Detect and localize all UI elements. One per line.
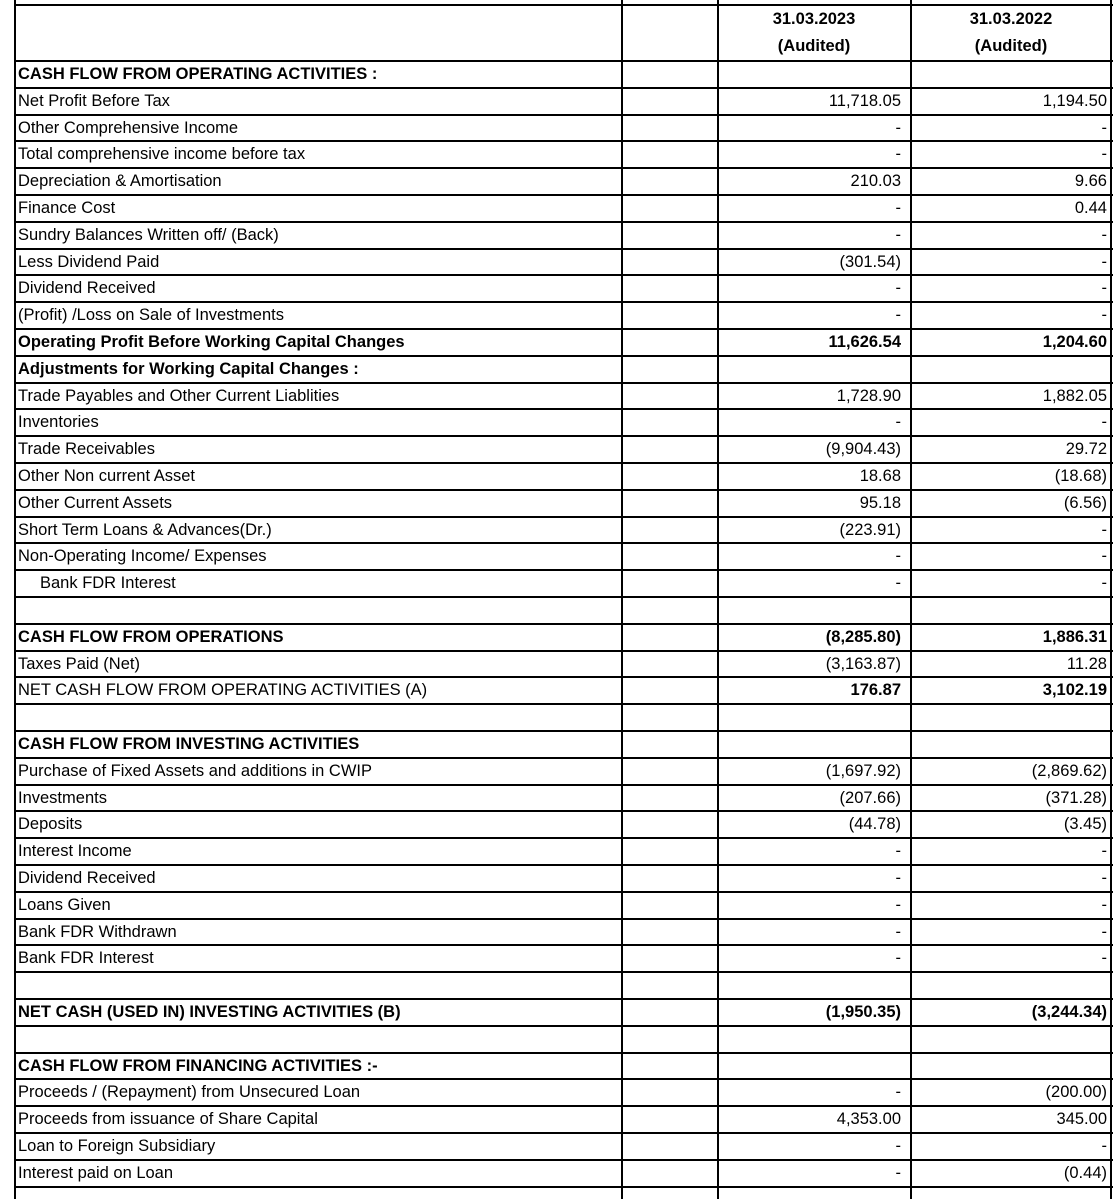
row-divider — [14, 542, 1113, 544]
value-2022: - — [1101, 225, 1107, 244]
row-label: Net Profit Before Tax — [18, 91, 170, 110]
row-label: NET CASH (USED IN) INVESTING ACTIVITIES (B) — [18, 1003, 401, 1021]
value-2023: (223.91) — [839, 520, 901, 539]
value-2022: - — [1101, 574, 1107, 593]
value-2022: (3.45) — [1063, 815, 1107, 834]
row-divider — [14, 1186, 1113, 1188]
table-row — [14, 302, 1113, 329]
row-divider — [14, 408, 1113, 410]
value-2022: 1,194.50 — [1042, 91, 1107, 110]
table-row — [14, 490, 1113, 517]
value-2023: 176.87 — [850, 681, 901, 700]
value-2022: - — [1101, 118, 1107, 137]
row-label: Purchase of Fixed Assets and additions in CWIP — [18, 761, 373, 780]
value-2023: (301.54) — [839, 252, 901, 271]
value-2022: (0.44) — [1063, 1163, 1107, 1182]
row-label: Dividend Received — [18, 279, 156, 298]
row-divider — [14, 623, 1113, 625]
row-divider — [14, 810, 1113, 812]
value-2022: - — [1101, 306, 1107, 325]
column-header-fy2022 — [911, 6, 1111, 60]
row-divider — [14, 87, 1113, 89]
value-2022: (2,869.62) — [1031, 761, 1107, 780]
row-divider — [14, 1132, 1113, 1134]
value-2023: (44.78) — [848, 815, 901, 834]
row-divider — [14, 1159, 1113, 1161]
value-2023: 1,728.90 — [836, 386, 901, 405]
table-row — [14, 731, 1113, 758]
row-label: NET CASH FLOW FROM OPERATING ACTIVITIES (A) — [18, 681, 428, 700]
row-label: Depreciation & Amortisation — [18, 172, 222, 191]
table-row — [14, 758, 1113, 785]
header-date-2022: 31.03.2022 — [969, 10, 1053, 28]
table-row — [14, 1079, 1113, 1106]
value-2023: 4,353.00 — [836, 1110, 901, 1129]
value-2022: - — [1101, 949, 1107, 968]
value-2023: - — [895, 1137, 901, 1155]
value-2022: - — [1101, 520, 1107, 539]
value-2022: 11.28 — [1066, 654, 1107, 673]
value-2022: - — [1101, 922, 1107, 941]
value-2022: (200.00) — [1045, 1083, 1107, 1102]
table-row — [14, 972, 1113, 999]
table-row — [14, 356, 1113, 383]
header-status-2022: (Audited) — [974, 37, 1048, 55]
row-divider — [14, 489, 1113, 491]
table-row — [14, 892, 1113, 919]
table-row — [14, 597, 1113, 624]
table-row — [14, 383, 1113, 410]
row-divider — [14, 114, 1113, 116]
row-divider — [14, 837, 1113, 839]
row-label: Less Dividend Paid — [18, 252, 160, 271]
value-2022: 1,886.31 — [1042, 627, 1107, 646]
row-label: Bank FDR Interest — [18, 949, 154, 968]
column-divider — [910, 0, 912, 1199]
table-row — [14, 704, 1113, 731]
row-label: CASH FLOW FROM FINANCING ACTIVITIES :- — [18, 1056, 378, 1075]
row-label: Bank FDR Interest — [40, 574, 176, 593]
row-divider — [14, 1078, 1113, 1080]
value-2023: - — [895, 869, 901, 887]
table-row — [14, 651, 1113, 678]
value-2022: - — [1101, 1137, 1107, 1155]
value-2022: - — [1101, 547, 1107, 566]
value-2022: 1,882.05 — [1042, 386, 1107, 405]
value-2023: - — [895, 842, 901, 861]
row-label: Trade Receivables — [18, 440, 155, 459]
table-row — [14, 919, 1113, 946]
row-label: Proceeds from issuance of Share Capital — [18, 1110, 318, 1129]
column-header-fy2023 — [718, 6, 910, 60]
column-divider — [14, 0, 16, 1199]
value-2022: 0.44 — [1074, 199, 1107, 217]
table-row — [14, 1106, 1113, 1133]
table-row — [14, 677, 1113, 704]
row-divider — [14, 355, 1113, 357]
row-divider — [14, 784, 1113, 786]
value-2022: - — [1101, 413, 1107, 432]
value-2023: - — [895, 306, 901, 325]
row-divider — [14, 676, 1113, 678]
row-label: (Profit) /Loss on Sale of Investments — [18, 306, 284, 325]
row-label: Short Term Loans & Advances(Dr.) — [18, 520, 272, 539]
table-row — [14, 249, 1113, 276]
table-row — [14, 463, 1113, 490]
value-2023: (8,285.80) — [825, 627, 901, 646]
table-row — [14, 141, 1113, 168]
table-row — [14, 115, 1113, 142]
row-divider — [14, 998, 1113, 1000]
value-2023: - — [895, 199, 901, 217]
value-2023: 11,718.05 — [828, 91, 901, 110]
row-divider — [14, 1052, 1113, 1054]
value-2023: - — [895, 922, 901, 941]
row-divider — [14, 971, 1113, 973]
column-divider — [1110, 0, 1112, 1199]
column-divider — [621, 0, 623, 1199]
row-divider — [14, 140, 1113, 142]
value-2023: (1,950.35) — [825, 1003, 901, 1021]
row-label: Finance Cost — [18, 199, 116, 217]
row-divider — [14, 944, 1113, 946]
row-divider — [14, 891, 1113, 893]
table-row — [14, 1160, 1113, 1187]
row-divider — [14, 60, 1113, 62]
table-row — [14, 785, 1113, 812]
value-2022: 3,102.19 — [1042, 681, 1107, 700]
table-row — [14, 570, 1113, 597]
row-label: Total comprehensive income before tax — [18, 145, 306, 164]
row-label: Investments — [18, 788, 107, 807]
column-divider — [717, 0, 719, 1199]
value-2022: (18.68) — [1054, 467, 1107, 485]
table-row — [14, 811, 1113, 838]
value-2023: (1,697.92) — [825, 761, 901, 780]
row-label: Proceeds / (Repayment) from Unsecured Loan — [18, 1083, 361, 1102]
table-row — [14, 275, 1113, 302]
header-date-2023: 31.03.2023 — [772, 10, 856, 28]
table-row — [14, 409, 1113, 436]
row-divider — [14, 301, 1113, 303]
row-divider — [14, 864, 1113, 866]
row-label: Bank FDR Withdrawn — [18, 922, 177, 941]
row-label: CASH FLOW FROM INVESTING ACTIVITIES — [18, 735, 360, 753]
value-2022: - — [1101, 869, 1107, 887]
row-label: Loan to Foreign Subsidiary — [18, 1137, 216, 1155]
value-2022: 345.00 — [1056, 1110, 1107, 1129]
table-row — [14, 88, 1113, 115]
row-label: Inventories — [18, 413, 99, 432]
row-label: Other Comprehensive Income — [18, 118, 239, 137]
table-row — [14, 329, 1113, 356]
row-label: Loans Given — [18, 895, 111, 914]
row-label: Interest paid on Loan — [18, 1163, 174, 1182]
row-divider — [14, 194, 1113, 196]
table-row — [14, 1026, 1113, 1053]
row-divider — [14, 730, 1113, 732]
table-row — [14, 865, 1113, 892]
row-label: Sundry Balances Written off/ (Back) — [18, 225, 279, 244]
value-2022: 9.66 — [1074, 172, 1107, 191]
value-2022: (3,244.34) — [1031, 1003, 1107, 1021]
table-row — [14, 222, 1113, 249]
table-row — [14, 436, 1113, 463]
table-row — [14, 999, 1113, 1026]
value-2022: - — [1101, 842, 1107, 861]
row-label: Adjustments for Working Capital Changes : — [18, 359, 359, 378]
row-label: CASH FLOW FROM OPERATIONS — [18, 627, 284, 646]
row-divider — [14, 703, 1113, 705]
row-label: Interest Income — [18, 842, 132, 861]
row-divider — [14, 569, 1113, 571]
value-2023: - — [895, 225, 901, 244]
value-2023: - — [895, 118, 901, 137]
value-2023: 95.18 — [859, 493, 901, 512]
value-2023: - — [895, 949, 901, 968]
row-divider — [14, 1025, 1113, 1027]
row-divider — [14, 596, 1113, 598]
row-divider — [14, 328, 1113, 330]
row-divider — [14, 248, 1113, 250]
table-row — [14, 624, 1113, 651]
value-2022: (371.28) — [1045, 788, 1107, 807]
value-2023: (3,163.87) — [825, 654, 901, 673]
table-row — [14, 195, 1113, 222]
row-divider — [14, 435, 1113, 437]
value-2023: (207.66) — [839, 788, 901, 807]
row-label: Other Current Assets — [18, 493, 173, 512]
row-divider — [14, 1105, 1113, 1107]
table-row — [14, 838, 1113, 865]
row-divider — [14, 382, 1113, 384]
value-2023: - — [895, 895, 901, 914]
row-label: Trade Payables and Other Current Liablities — [18, 386, 340, 405]
row-divider — [14, 650, 1113, 652]
table-row — [14, 61, 1113, 88]
table-row — [14, 1053, 1113, 1080]
value-2023: 11,626.54 — [828, 333, 901, 351]
row-divider — [14, 516, 1113, 518]
header-status-2023: (Audited) — [777, 37, 851, 55]
value-2023: - — [895, 1163, 901, 1182]
value-2023: 210.03 — [850, 172, 901, 191]
table-row — [14, 543, 1113, 570]
row-label: Non-Operating Income/ Expenses — [18, 547, 267, 566]
value-2022: - — [1101, 145, 1107, 164]
value-2023: 18.68 — [859, 467, 901, 485]
value-2022: 29.72 — [1065, 440, 1107, 459]
row-divider — [14, 221, 1113, 223]
table-row — [14, 945, 1113, 972]
table-row — [14, 517, 1113, 544]
value-2022: 1,204.60 — [1042, 333, 1107, 351]
value-2022: - — [1101, 279, 1107, 298]
row-divider — [14, 4, 1113, 6]
row-divider — [14, 274, 1113, 276]
value-2023: - — [895, 145, 901, 164]
row-divider — [14, 462, 1113, 464]
value-2022: - — [1101, 895, 1107, 914]
row-label: Other Non current Asset — [18, 467, 195, 485]
value-2023: - — [895, 413, 901, 432]
table-row — [14, 168, 1113, 195]
row-divider — [14, 167, 1113, 169]
row-divider — [14, 757, 1113, 759]
table-row — [14, 1133, 1113, 1160]
row-label: Taxes Paid (Net) — [18, 654, 140, 673]
value-2023: - — [895, 279, 901, 298]
value-2022: - — [1101, 252, 1107, 271]
row-label: Operating Profit Before Working Capital Changes — [18, 333, 405, 351]
value-2023: - — [895, 574, 901, 593]
row-label: CASH FLOW FROM OPERATING ACTIVITIES : — [18, 65, 378, 83]
value-2023: - — [895, 547, 901, 566]
value-2023: (9,904.43) — [825, 440, 901, 459]
row-label: Deposits — [18, 815, 83, 834]
row-label: Dividend Received — [18, 869, 156, 887]
value-2023: - — [895, 1083, 901, 1102]
row-divider — [14, 918, 1113, 920]
value-2022: (6.56) — [1063, 493, 1107, 512]
